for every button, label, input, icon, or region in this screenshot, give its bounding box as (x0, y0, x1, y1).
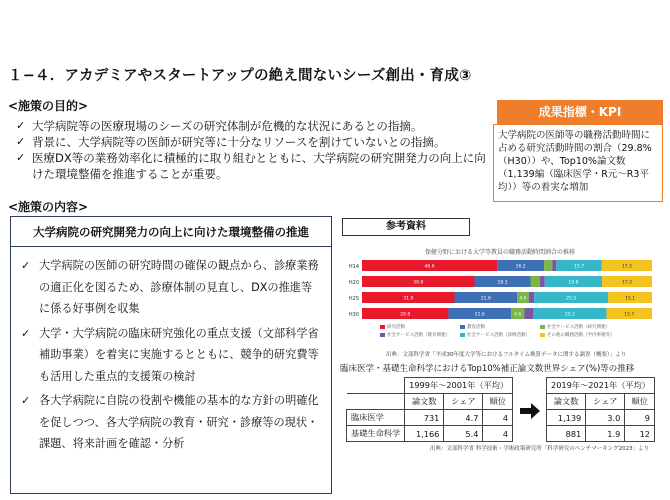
purpose-item: ✓ 医療DX等の業務効率化に積極的に取り組むとともに、大学病院の研究開発力の向上に向けた環境整備を推進することが重要。 (16, 151, 486, 181)
check-icon: ✓ (16, 135, 26, 148)
measure-list (11, 247, 331, 455)
kpi-body: 大学病院の医師等の職務活動時間に占める研究活動時間の割合（29.8%（H30））や、Top10%論文数（1,139編（臨床医学・R元〜R3平均））等の着実な増加 (493, 124, 663, 202)
data-label: 21.6 (480, 296, 491, 302)
bar-segment (524, 308, 533, 319)
bar-segment (530, 276, 540, 287)
data-label: 29.8 (400, 312, 411, 318)
legend-label: 研究活動 (387, 325, 405, 330)
period-header: 1999年〜2001年（平均） (405, 378, 513, 394)
share-table-1999 (346, 377, 513, 442)
data-label: 16.2 (515, 264, 526, 270)
data-label: 4.6 (514, 312, 522, 318)
data-label: 19.3 (497, 280, 508, 286)
data-label: 17.2 (622, 280, 633, 286)
chart-source: 出典：文部科学省「平成30年度大学等におけるフルタイム換算データに関する調査（概要）」より (386, 352, 627, 358)
row-label: 臨床医学 (347, 410, 405, 426)
cell: 4.7 (444, 410, 483, 426)
cell: 1,166 (405, 426, 444, 442)
row-label: 基礎生命科学 (347, 426, 405, 442)
col-header: シェア (586, 394, 625, 410)
table-row (547, 410, 655, 426)
cell: 1,139 (547, 410, 586, 426)
data-label: 31.9 (403, 296, 414, 302)
legend-item (380, 324, 460, 330)
data-label: 4.0 (519, 296, 527, 302)
purpose-list (16, 118, 486, 182)
bar-segment (540, 276, 545, 287)
share-table-2019 (546, 377, 655, 442)
col-header: 順位 (625, 394, 655, 410)
table-source: 出典：文部科学省 科学技術・学術政策研究所「科学研究のベンチマーキング2023」より (430, 446, 650, 452)
data-label: 21.6 (474, 312, 485, 318)
category-label: H20 (348, 280, 359, 286)
chart-legend (380, 324, 660, 340)
kpi-heading: 成果指標・KPI (497, 100, 663, 124)
legend-label: 社会サービス活動（教育関連） (387, 333, 450, 338)
data-label: 19.8 (568, 280, 579, 286)
measure-item: ✓ 大学・大学病院の臨床研究強化の重点支援（文部科学省補助事業）を着実に実施するとともに、競争的研究費等も活用した重点的支援策の検討 (21, 323, 323, 388)
legend-swatch (540, 333, 545, 337)
legend-label: 社会サービス活動（診療活動） (467, 333, 530, 338)
purpose-item: ✓ 大学病院等の医療現場のシーズの研究体制が危機的な状況にあるとの指摘。 (16, 119, 423, 133)
measure-item: ✓ 各大学病院に自院の役割や機能の基本的な方針の明確化を促しつつ、各大学病院の教育・研究・診療等の現状・課題、将来計画を確認・分析 (21, 390, 323, 455)
legend-label: 社会サービス活動（研究関連） (547, 325, 610, 330)
data-label: 15.7 (574, 264, 585, 270)
cell: 4 (483, 426, 513, 442)
cell: 731 (405, 410, 444, 426)
cell: 4 (483, 410, 513, 426)
bar-segment (552, 260, 556, 271)
purpose-item: ✓ 背景に、大学病院等の医師が研究等に十分なリソースを割けていないとの指摘。 (16, 135, 446, 149)
period-header: 2019年〜2021年（平均） (547, 378, 655, 394)
measure-heading: 大学病院の研究開発力の向上に向けた環境整備の推進 (11, 217, 331, 247)
legend-swatch (540, 325, 545, 329)
col-header: シェア (444, 394, 483, 410)
legend-item (460, 332, 540, 338)
content-heading: <施策の内容> (8, 200, 89, 214)
legend-label: 教育活動 (467, 325, 485, 330)
legend-swatch (460, 333, 465, 337)
check-icon: ✓ (21, 326, 31, 340)
legend-swatch (380, 333, 385, 337)
col-header: 論文数 (405, 394, 444, 410)
bar-segment (529, 292, 535, 303)
legend-item (540, 332, 620, 338)
cell: 1.9 (586, 426, 625, 442)
legend-swatch (460, 325, 465, 329)
arrow-right-icon (520, 403, 540, 419)
cell: 9 (625, 410, 655, 426)
page-title: １−４．アカデミアやスタートアップの絶え間ないシーズ創出・育成③ (8, 68, 472, 84)
measure-box (10, 216, 332, 494)
cell: 5.4 (444, 426, 483, 442)
measure-item: ✓ 大学病院の医師の研究時間の確保の観点から、診療業務の適正化を図るため、診療体制の見直し、DXの推進等に係る好事例を収集 (21, 255, 323, 320)
check-icon: ✓ (16, 151, 26, 164)
col-header: 順位 (483, 394, 513, 410)
legend-item (380, 332, 460, 338)
category-label: H25 (348, 296, 359, 302)
table-row (547, 426, 655, 442)
data-label: 25.2 (564, 312, 575, 318)
legend-item (460, 324, 540, 330)
data-label: 46.6 (424, 264, 435, 270)
data-label: 38.8 (413, 280, 424, 286)
cell: 3.0 (586, 410, 625, 426)
check-icon: ✓ (16, 119, 26, 132)
bar-segment (544, 260, 552, 271)
data-label: 25.5 (566, 296, 577, 302)
check-icon: ✓ (21, 259, 31, 272)
stacked-bar-chart (340, 256, 660, 322)
purpose-heading: <施策の目的> (8, 99, 89, 113)
col-header: 論文数 (547, 394, 586, 410)
table-row (347, 410, 513, 426)
legend-item (540, 324, 620, 330)
data-label: 15.7 (624, 312, 635, 318)
reference-heading: 参考資料 (342, 218, 470, 236)
legend-swatch (380, 325, 385, 329)
cell: 12 (625, 426, 655, 442)
category-label: H30 (348, 312, 359, 318)
table-row (347, 426, 513, 442)
data-label: 17.3 (621, 264, 632, 270)
table-title: 臨床医学・基礎生命科学におけるTop10%補正論文数世界シェア(%)等の推移 (340, 364, 635, 374)
data-label: 15.1 (625, 296, 636, 302)
check-icon: ✓ (21, 394, 31, 407)
legend-label: その他の職務活動（学内事務等） (547, 333, 615, 338)
cell: 881 (547, 426, 586, 442)
category-label: H14 (348, 264, 359, 270)
chart-title: 保健分野における大学等教員の職務活動時間割合の推移 (424, 249, 575, 256)
